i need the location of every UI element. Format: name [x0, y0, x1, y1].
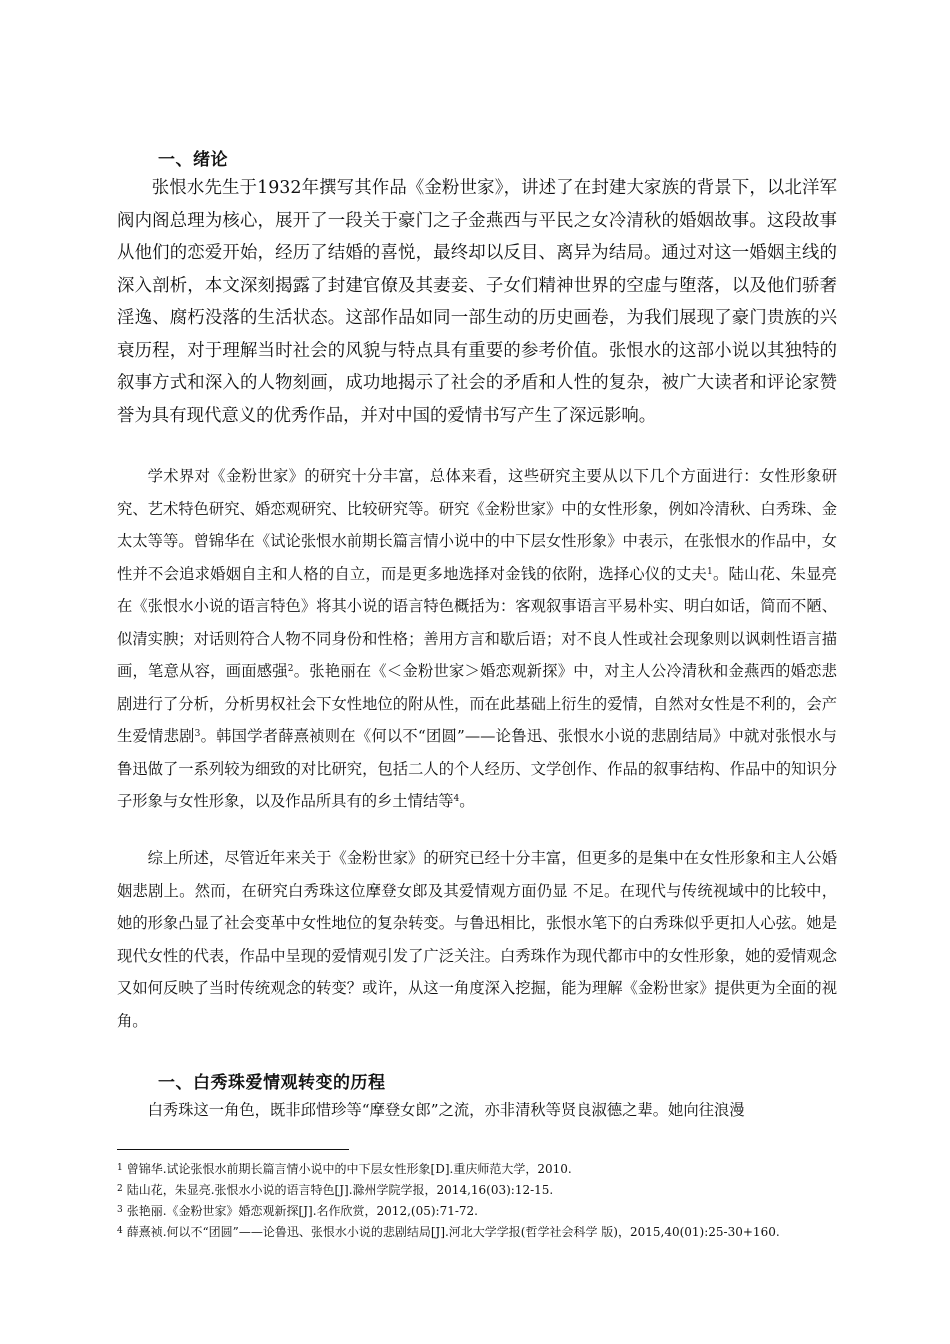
- footnote-3: [117, 1200, 822, 1221]
- footnote-text: 曾锦华.试论张恨水前期长篇言情小说中的中下层女性形象[D].重庆师范大学，2010.: [126, 1162, 572, 1176]
- footnote-ref-3[interactable]: 3: [194, 729, 201, 739]
- para2-text-5: 。: [459, 792, 475, 810]
- footnote-number: 2: [117, 1184, 123, 1194]
- footnote-number: 1: [117, 1163, 123, 1173]
- para2-text-4: 。韩国学者薛熹祯则在《何以不“团圆”——论鲁迅、张恨水小说的悲剧结局》中就对张恨水与鲁迅做了一系列较为细致的对比研究，包括二人的个人经历、文学创作、作品的叙事结构、作品中的知识分子形象与女性形象，以及作品所具有的乡土情结等: [117, 727, 837, 810]
- para2-text-3: 。张艳丽在《＜金粉世家＞婚恋观新探》中，对主人公冷清秋和金燕西的婚恋悲剧进行了分析，分析男权社会下女性地位的附从性，而在此基础上衍生的爱情，自然对女性是不利的，会产生爱情悲剧: [117, 662, 837, 745]
- para2-text-2: 。陆山花、朱显亮在《张恨水小说的语言特色》将其小说的语言特色概括为：客观叙事语言平易朴实、明白如话，简而不陋、似清实腴；对话则符合人物不同身份和性格；善用方言和歇后语；对不良人性或社会现象则以讽刺性语言描画，笔意从容，画面感强: [117, 564, 837, 680]
- footnote-2: [117, 1179, 822, 1200]
- footnote-ref-4[interactable]: 4: [453, 794, 460, 804]
- footnote-text: 陆山花，朱显亮.张恨水小说的语言特色[J].滁州学院学报，2014,16(03):12-15.: [126, 1183, 554, 1197]
- footnote-separator: [117, 1149, 349, 1150]
- para2-text-1: 学术界对《金粉世家》的研究十分丰富，总体来看，这些研究主要从以下几个方面进行：女性形象研究、艺术特色研究、婚恋观研究、比较研究等。研究《金粉世家》中的女性形象，例如冷清秋、白秀珠、金太太等等。曾锦华在《试论张恨水前期长篇言情小说中的中下层女性形象》中表示，在张恨水的作品中，女性并不会追求婚姻自主和人格的自立，而是更多地选择对金钱的依附，选择心仪的丈夫: [117, 467, 837, 583]
- footnote-text: 张艳丽.《金粉世家》婚恋观新探[J].名作欣赏，2012,(05):71-72.: [126, 1204, 478, 1218]
- footnote-text: 薛熹祯.何以不“团圆”——论鲁迅、张恨水小说的悲剧结局[J].河北大学学报(哲学社会科学 版)，2015,40(01):25-30+160.: [126, 1225, 780, 1239]
- footnote-ref-1[interactable]: 1: [707, 566, 713, 577]
- section2-paragraph-1: 白秀珠这一角色，既非邱惜珍等“摩登女郎”之流，亦非清秋等贤良淑德之辈。她向往浪漫: [147, 1101, 745, 1119]
- footnote-number: 4: [117, 1226, 123, 1236]
- section-heading-introduction: 一、绪论: [158, 150, 228, 170]
- footnote-number: 3: [117, 1205, 123, 1215]
- footnote-ref-2[interactable]: 2: [287, 664, 294, 674]
- intro-paragraph-1: 张恨水先生于1932年撰写其作品《金粉世家》，讲述了在封建大家族的背景下，以北洋军阀内阁总理为核心，展开了一段关于豪门之子金燕西与平民之女冷清秋的婚姻故事。这段故事从他们的恋爱开始，经历了结婚的喜悦，最终却以反目、离异为结局。通过对这一婚姻主线的深入剖析，本文深刻揭露了封建官僚及其妻妾、子女们精神世界的空虚与堕落，以及他们骄奢淫逸、腐朽没落的生活状态。这部作品如同一部生动的历史画卷，为我们展现了豪门贵族的兴衰历程，对于理解当时社会的风貌与特点具有重要的参考价值。张恨水的这部小说以其独特的叙事方式和深入的人物刻画，成功地揭示了社会的矛盾和人性的复杂，被广大读者和评论家赞誉为具有现代意义的优秀作品，并对中国的爱情书写产生了深远影响。: [117, 178, 837, 426]
- section-heading-bai-xiuzhu: 一、白秀珠爱情观转变的历程: [158, 1073, 386, 1093]
- footnote-4: [117, 1221, 822, 1242]
- footnotes: [117, 1158, 822, 1242]
- intro-paragraph-3: 综上所述，尽管近年来关于《金粉世家》的研究已经十分丰富，但更多的是集中在女性形象和主人公婚姻悲剧上。然而，在研究白秀珠这位摩登女郎及其爱情观方面仍显 不足。在现代与传统视域中的比较中，她的形象凸显了社会变革中女性地位的复杂转变。与鲁迅相比，张恨水笔下的白秀珠似乎更扣人心弦。她是现代女性的代表，作品中呈现的爱情观引发了广泛关注。白秀珠作为现代都市中的女性形象，她的爱情观念又如何反映了当时传统观念的转变？或许，从这一角度深入挖掘，能为理解《金粉世家》提供更为全面的视角。: [117, 849, 837, 1030]
- intro-paragraph-2: [117, 460, 837, 818]
- footnote-1: [117, 1158, 822, 1179]
